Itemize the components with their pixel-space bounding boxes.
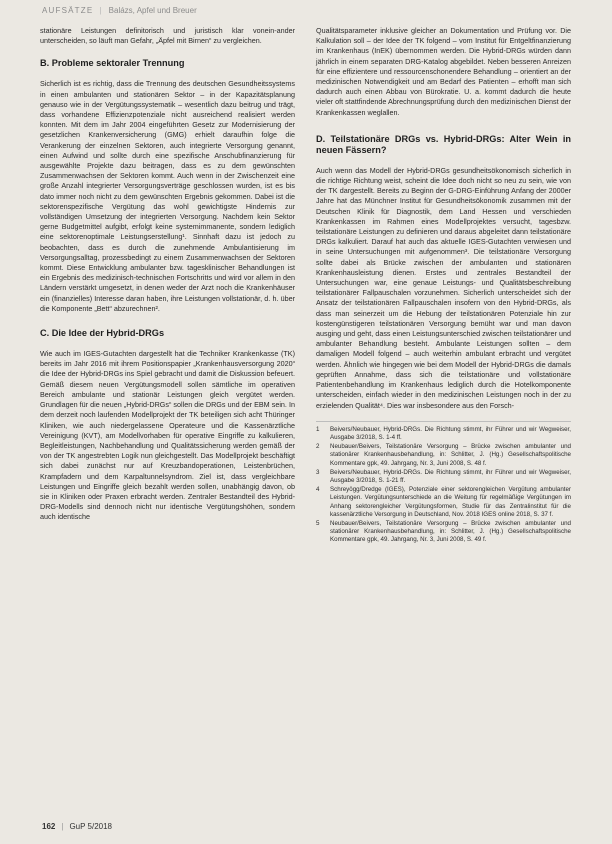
footnote-text: Beivers/Neubauer, Hybrid-DRGs. Die Richtung stimmt, ihr Führer und wir Wegweiser, Ausgabe 3/2018, S. 1-21 ff. — [330, 468, 571, 484]
footnote — [316, 520, 571, 545]
footnotes — [316, 421, 571, 545]
footnote — [316, 469, 571, 485]
footnote-number: 5 — [316, 519, 320, 527]
footnote — [316, 426, 571, 442]
page-footer — [42, 822, 112, 831]
footer-separator: | — [61, 822, 64, 831]
section-d-paragraph: Auch wenn das Modell der Hybrid-DRGs gesundheitsökonomisch sicherlich in die richtige Richtung weist, scheint die Idee doch nicht so neu zu sein, wie von der TK dargestellt. Bereits zu Beginn der G-DRG-Einführung Anfang der 2000er Jahre hat das Münchner Institut für Gesundheitsökonomik zusammen mit der Deutschen Klinik für Diagnostik, dem Land Hessen und verschieden Krankenkassen im Rahmen eines Modellprojektes versucht, tagesbzw. teilstationäre Leistungen zu definieren und daraus abgeleitet dann teilstationäre DRGs kalkuliert. Darauf hat auch das aktuelle IGES-Gutachten verwiesen und in seine Untersuchungen mit aufgenommen³. Die teilstationäre Versorgung sollte dabei als Brücke zwischen der ambulanten und stationären Krankenhausleistung dienen. Erstes und zentrales Bestandteil der Untersuchungen war, eine genaue Leistungs- und Qualitätsbeschreibung teilstationärer Fallpauschalen vorzunehmen. Sicherlich unterscheidet sich der Ansatz der teilstationären Fallpauschalen insofern von den Hybrid-DRGs, als dass man seinerzeit um die Hebung der teilstationären Potenziale hin zur kostengünstigeren teilstationären Versorgung bemüht war und man davon ausging und geht, dass einen Leistungsunterschied zwischen teilstationärer und ambulanter Behandlung besteht. Ambulante Leistungen sollten – dem damaligen Modell folgend – auch weiterhin ambulant erbracht und vergütet werden. Ähnlich wie hingegen wie bei dem Modell der Hybrid-DRGs die damals geprüften Annahme, dass sich die teilstationäre und vollstationäre Patientenbehandlung im Krankenhaus lediglich durch die Hotelkomponente unterscheiden, einfach wieder in den medizinischen Leistungen noch in der zu erzielenden Qualität⁴. Dies war insbesondere aus den Forsch- — [316, 165, 571, 410]
footnote-number: 4 — [316, 486, 320, 494]
header-separator: | — [99, 6, 103, 15]
right-column — [316, 26, 571, 546]
left-column — [40, 26, 295, 523]
footnote — [316, 443, 571, 468]
running-header — [42, 6, 582, 20]
page-number: 162 — [42, 822, 56, 831]
left-intro-paragraph: stationäre Leistungen definitorisch und juristisch klar vonein-ander unterscheiden, so läuft man Gefahr, „Äpfel mit Birnen“ zu vergleichen. — [40, 26, 295, 46]
journal-issue: GuP 5/2018 — [69, 822, 112, 831]
footnote-number: 3 — [316, 468, 320, 476]
footnote-text: Neubauer/Beivers, Teilstationäre Versorgung – Brücke zwischen ambulanter und stationärer Krankenhausbehandlung, in: Schlitter, J. (Hg.) Gesellschaftspolitische Kommentare gpk, 49. Jahrgang, Nr. 3, Juni 2008, S. 48 f. — [330, 443, 571, 467]
section-b-paragraph: Sicherlich ist es richtig, dass die Trennung des deutschen Gesundheitssystems in einen ambulanten und stationären Sektor – in der Kapazitätsplanung genauso wie in der Vergütungssystematik – wesentlich dazu beitrug und trägt, dass vorhandene Effizienzpotenziale nicht ausreichend realisiert werden konnten. Mit dem im Jahr 2004 eingeführten Gesetz zur Modernisierung der gesetzlichen Krankenversicherung (GMG) erhielt daraufhin folge die Verankerung der einzelnen Sektoren, auch integrierte Versorgung genannt, einen Aufwind und sollte durch eine spezifische Anschubfinanzierung für ausgewählte Projekte dazu beitragen, dass es zu dem gewünschten Zusammenwachsen der Sektoren kommt. Auch wenn in der Zwischenzeit eine große Anzahl integrierter Versorgungsverträge geschlossen wurden, ist es bis dato immer noch nicht zu dem gewünschten Ergebnis gekommen. Dabei ist die sektorenspezifische Vergütung das wohl gewichtigste Hindernis zur vollständigen Umsetzung der integrierten Versorgung. Nachdem kein Sektor gerne Budgetmittel aufgibt, erfolgt keine systemimmanente, sondern lediglich eine sektorenoptimale Leistungserstellung¹. Sinnhaft dazu ist jedoch zu beobachten, dass es durch die zunehmende Ambulantisierung im Versorgungsalltag, prozessbedingt zu einem Zusammenwachsen der Sektoren kommt. Diese Entwicklung ambulanter bzw. tagesklinischer Behandlungen ist ein Ergebnis des medizinisch-technischen Fortschritts und wird vor allem in den Ländern verstärkt umgesetzt, in denen weder der Arzt noch die Krankenhäuser ein (finanzielles) Interesse daran haben, ihre Leistungen vollstationär, d. h. über die Komponente „Bett“ abzurechnen². — [40, 79, 295, 313]
footnote — [316, 486, 571, 519]
right-intro-paragraph: Qualitätsparameter inklusive gleicher an Dokumentation und Prüfung vor. Die Kalkulation soll – der Idee der TK folgend – vom Institut für Entgeltfinanzierung im Krankenhaus (InEK) übernommen werden. Die Hybrid-DRGs würden dann jährlich in einem separaten DRG-Katalog abgebildet. Neben besseren Anreizen für eine effizientere und ressourcenschonendere Behandlung – orientiert an der medizinischen Notwendigkeit und am Bedarf des Patienten – erhofft man sich dadurch auch einen Abbau von Bürokratie. U. a. kommt dadurch die heute vieler oft stattfindende Abrechnungsprüfung durch den medizinischen Dienst der Krankenkassen weglallen. — [316, 26, 571, 117]
section-label: AUFSÄTZE — [42, 6, 94, 15]
footnote-number: 2 — [316, 443, 320, 451]
section-d-heading: D. Teilstationäre DRGs vs. Hybrid-DRGs: Alter Wein in neuen Fässern? — [316, 133, 571, 155]
footnote-text: Neubauer/Beivers, Teilstationäre Versorgung – Brücke zwischen ambulanter und stationärer Krankenhausbehandlung, in: Schlitter, J. (Hg.) Gesellschaftspolitische Kommentare gpk, 49. Jahrgang, Nr. 3, Juni 2008, S. 49 f. — [330, 519, 571, 544]
footnote-number: 1 — [316, 425, 320, 433]
footnote-text: Schreyögg/Dredge (IGES), Potenziale einer sektorengleichen Vergütung ambulanter Leistungen. Vergütungsunterschiede an die Weitung für regelmäßige Vergütungen im Anhang sektorengleicher Vergütungsformen, Studie für das Zentralinstitut für die kassenärztliche Versorgung in Deutschland, Nov. 2018 IGES online 2018, S. 37 f. — [330, 486, 571, 518]
header-authors: Balázs, Apfel und Breuer — [108, 6, 197, 15]
section-b-heading: B. Probleme sektoraler Trennung — [40, 58, 185, 69]
section-c-heading: C. Die Idee der Hybrid-DRGs — [40, 328, 165, 339]
footnote-text: Beivers/Neubauer, Hybrid-DRGs. Die Richtung stimmt, ihr Führer und wir Wegweiser, Ausgabe 3/2018, S. 1-4 ff. — [330, 425, 571, 441]
section-c-paragraph: Wie auch im IGES-Gutachten dargestellt hat die Techniker Krankenkasse (TK) bereits im Jahr 2016 mit ihrem Positionspapier „Krankenhausversorgung 2020“ die Idee der Hybrid-DRGs ins Spiel gebracht und damit die Diskussion befeuert. Gemäß diesem neuen Vergütungsmodell sollen sämtliche im operativen Bereich ambulante und stationär Leistungen gleich vergütet werden. Grundlagen für die neuen „Hybrid-DRGs“ sollen die DRGs und der EBM sein. In dem derzeit noch laufenden Modellprojekt der TK beteiligen sich acht Thüringer Kliniken, wie auch niedergelassene Operateure und die Kassenärztliche Vereinigung (KVT), am Modellvorhaben für operative Eingriffe zu kalkulieren, Begleitleistungen, Nachbehandlung und Qualitätssicherung werden gemäß der von der TK angestrebten Logik nun gleichgestellt. Das Modellprojekt beschäftigt sich dabei zunächst nur auf Kreuzbandoperationen, Leistenbrüchen, Krampfadern und dem Karpaltunnelsyndrom. Ziel ist, dass vergleichbare Leistungen und Eingriffe gleich bezahlt werden sollen, unabhängig davon, ob sie in Kliniken oder Praxen erbracht werden. Zentraler Bestandteil des Hybrid-DRG-Modells sind dennoch nicht nur identische Vergütungshöhen, sondern auch identische — [40, 349, 295, 522]
